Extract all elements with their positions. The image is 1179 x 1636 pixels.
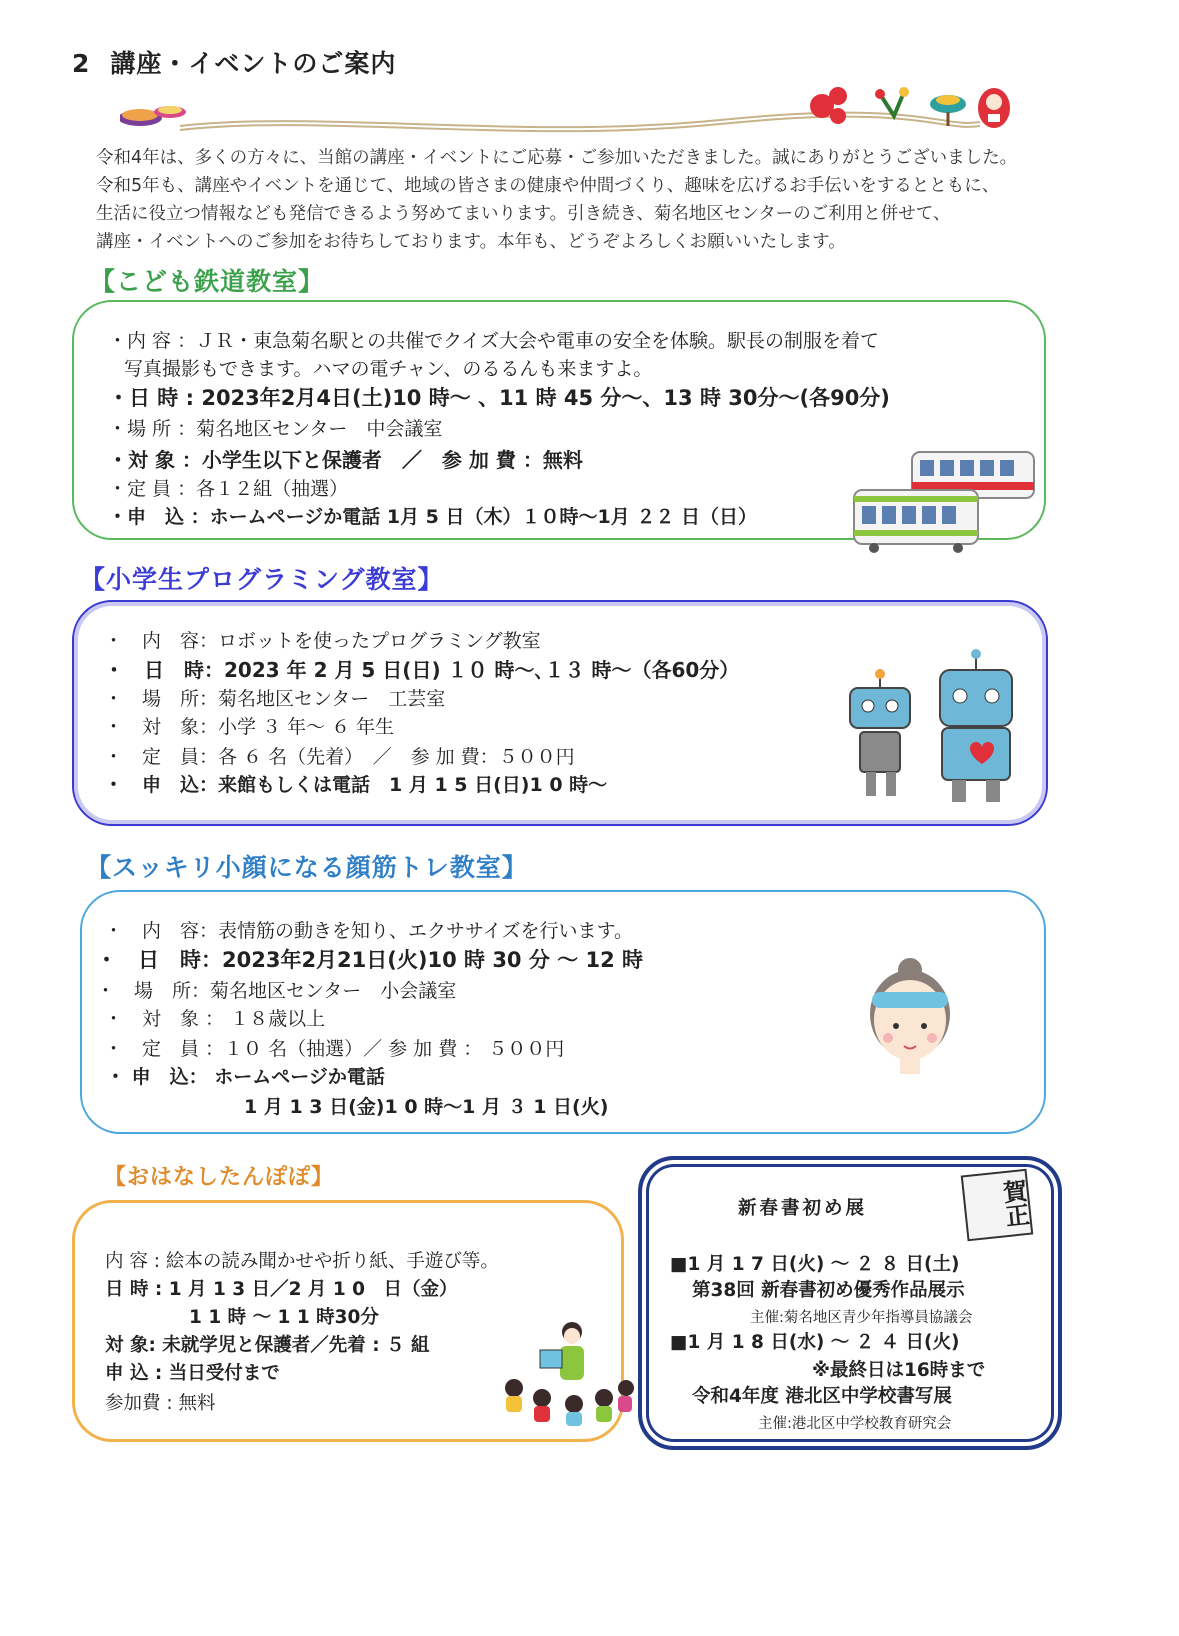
story-datetime: 日 時 : 1 月 1 3 日／2 月 1 0 日（金） [105, 1279, 458, 1300]
calligraphy-exhibition-box [638, 1156, 1062, 1450]
kids-train-target: ・対 象 ：小学生以下と保護者 ／ 参 加 費 ：無料 [108, 448, 583, 472]
kids-train-place: ・場 所 ：菊名地区センター 中会議室 [108, 418, 443, 440]
programming-datetime: ・ 日 時：2023 年 2 月 5 日(日) １０ 時～､１３ 時～（各60分） [104, 658, 740, 682]
section-number: 2 [72, 49, 91, 78]
page-heading [72, 44, 396, 80]
face-training-title: 【スッキリ小顔になる顔筋トレ教室】 [86, 853, 528, 882]
calligraphy-note: ※最終日は16時まで [812, 1360, 986, 1381]
programming-apply: ・ 申 込：来館もしくは電話 1 月 1 5 日(日)1 0 時～ [104, 774, 608, 796]
programming-title: 【小学生プログラミング教室】 [80, 565, 444, 594]
programming-content: ・ 内 容：ロボットを使ったプログラミング教室 [104, 630, 541, 652]
story-target: 対 象: 未就学児と保護者／先着 : ５ 組 [105, 1335, 430, 1356]
calligraphy-event-1: 第38回 新春書初め優秀作品展示 [692, 1280, 965, 1301]
page-title: 講座・イベントのご案内 [110, 49, 397, 78]
face-content: ・ 内 容：表情筋の動きを知り、エクササイズを行います。 [104, 920, 633, 942]
calligraphy-title: 新春書初め展 [738, 1198, 868, 1219]
programming-target: ・ 対 象：小学 ３ 年～ ６ 年生 [104, 716, 395, 738]
trains-illustration [850, 446, 1040, 556]
face-target: ・ 対 象 ： １８歳以上 [104, 1008, 326, 1030]
storytelling-illustration [502, 1318, 634, 1428]
programming-place: ・ 場 所：菊名地区センター 工芸室 [104, 688, 446, 710]
face-capacity: ・ 定 員 ：１０ 名（抽選）／ 参 加 費 ： ５００円 [104, 1038, 565, 1060]
story-fee: 参加費 : 無料 [105, 1393, 216, 1414]
calligraphy-brush-illustration: 賀正 [961, 1169, 1034, 1242]
kids-train-content: ・内 容 ：ＪＲ・東急菊名駅との共催でクイズ大会や電車の安全を体験。駅長の制服を着て [108, 330, 879, 352]
intro-line: 生活に役立つ情報なども発信できるよう努めてまいります。引き続き、菊名地区センターのご利用と併せて、 [96, 204, 951, 224]
intro-text [96, 144, 1106, 256]
face-apply: ・ 申 込： ホームページか電話 [106, 1066, 385, 1088]
woman-face-illustration [860, 956, 960, 1076]
intro-line: 令和5年も、講座やイベントを通じて、地域の皆さまの健康や仲間づくり、趣味を広げるお手伝いをするとともに、 [96, 176, 1000, 196]
kids-train-title: 【こども鉄道教室】 [90, 267, 325, 296]
calligraphy-period-1: ■1 月 1 7 日(火) ～ ２ ８ 日(土) [670, 1254, 960, 1275]
calligraphy-period-2: ■1 月 1 8 日(水) ～ ２ ４ 日(火) [670, 1332, 960, 1353]
programming-capacity: ・ 定 員：各 ６ 名（先着） ／ 参 加 費：５００円 [104, 746, 575, 768]
calligraphy-event-2: 令和4年度 港北区中学校書写展 [692, 1386, 952, 1407]
kids-train-content-cont: 写真撮影もできます。ハマの電チャン、のるるんも来ますよ。 [124, 358, 653, 380]
robots-illustration [832, 648, 1032, 808]
kids-train-capacity: ・定 員 ：各１２組（抽選） [108, 478, 349, 500]
story-apply: 申 込 : 当日受付まで [105, 1363, 280, 1384]
face-datetime: ・ 日 時：2023年2月21日(火)10 時 30 分 ～ 12 時 [96, 948, 644, 972]
kids-train-apply: ・申 込 ：ホームページか電話 1月 5 日（木）１０時～1月 ２２ 日（日） [108, 506, 757, 528]
calligraphy-host-1: 主催:菊名地区青少年指導員協議会 [750, 1310, 973, 1326]
intro-line: 講座・イベントへのご参加をお待ちしております。本年も、どうぞよろしくお願いいたします。 [96, 232, 846, 252]
face-apply-period: 1 月 1 3 日(金)1 0 時～1 月 ３ 1 日(火) [244, 1096, 609, 1118]
intro-line: 令和4年は、多くの方々に、当館の講座・イベントにご応募・ご参加いただきました。誠にありがとうございました。 [96, 148, 1018, 168]
kids-train-datetime: ・日 時 : 2023年2月4日(土)10 時～ 、11 時 45 分～、13 時 30分～(各90分) [108, 386, 890, 410]
calligraphy-host-2: 主催:港北区中学校教育研究会 [758, 1416, 952, 1432]
story-time-title: 【おはなしたんぽぽ】 [104, 1165, 335, 1190]
story-content: 内 容 : 絵本の読み聞かせや折り紙、手遊び等。 [105, 1251, 499, 1272]
story-time: 1 1 時 ～ 1 1 時30分 [189, 1307, 379, 1328]
face-place: ・ 場 所：菊名地区センター 小会議室 [96, 980, 457, 1002]
new-year-ornaments-illustration [808, 82, 1018, 132]
